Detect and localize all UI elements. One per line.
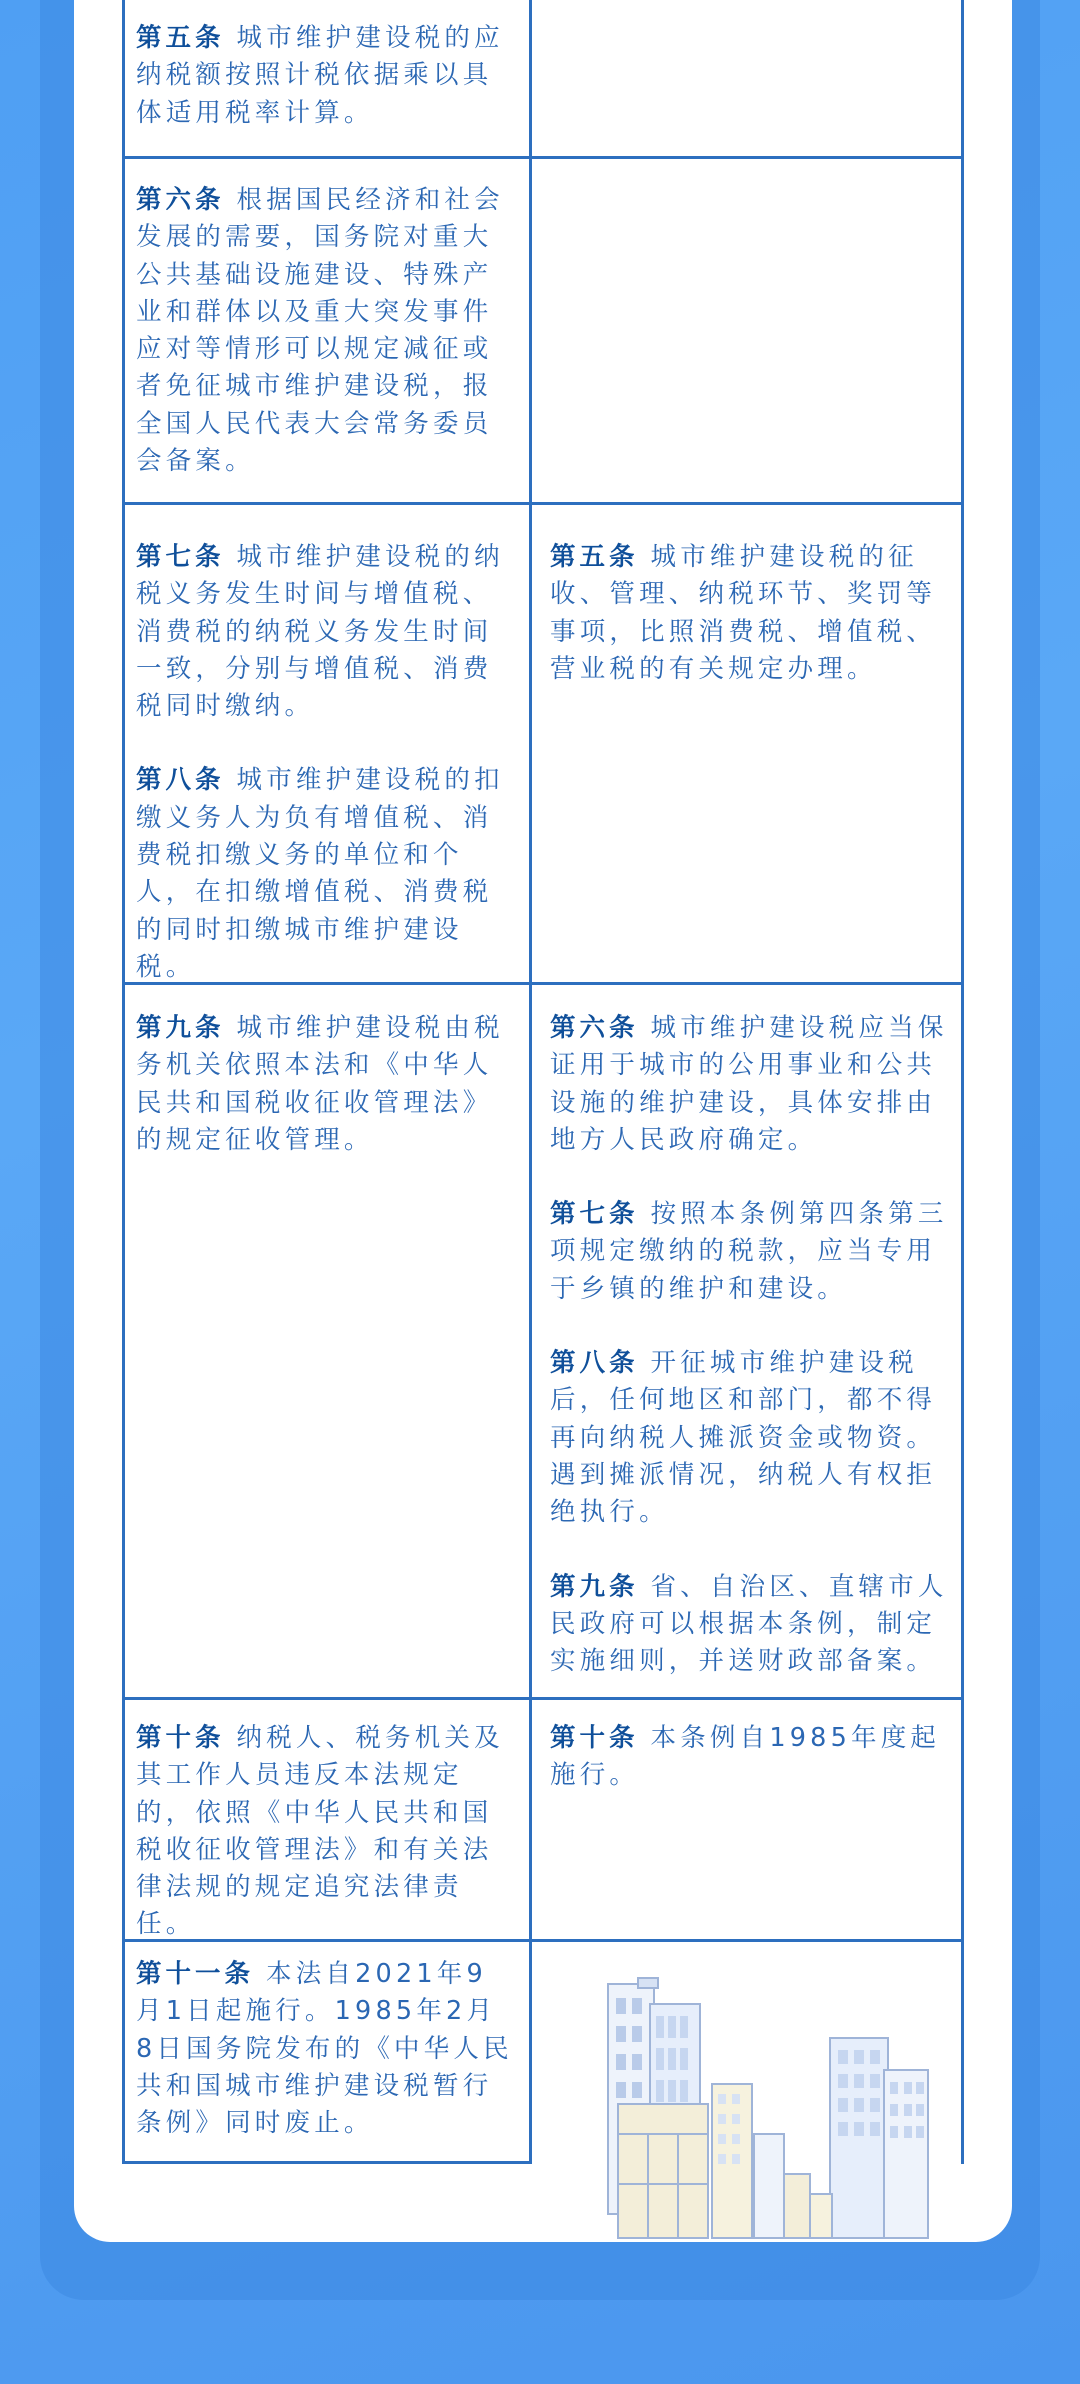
article-paragraph: [550, 539, 950, 688]
article-number: 第九条: [550, 1571, 639, 1602]
row-divider: [122, 502, 964, 505]
left-cell-3: [136, 539, 516, 986]
article-text: 本法自2021年9月1日起施行。1985年2月8日国务院发布的《中华人民共和国城市维护建设税暂行条例》同时废止。: [136, 1959, 513, 2139]
article-number: 第十一条: [136, 1959, 255, 1989]
article-number: 第五条: [136, 23, 225, 53]
article-paragraph: [136, 182, 516, 480]
row-divider: [122, 1697, 964, 1700]
article-text: 城市维护建设税的应纳税额按照计税依据乘以具体适用税率计算。: [136, 23, 504, 128]
article-text: 按照本条例第四条第三项规定缴纳的税款，应当专用于乡镇的维护和建设。: [550, 1199, 948, 1304]
article-paragraph: [550, 1720, 950, 1795]
article-text: 开征城市维护建设税后，任何地区和部门，都不得再向纳税人摊派资金或物资。遇到摊派情况，纳税人有权拒绝执行。: [550, 1348, 937, 1528]
left-cell-4: [136, 1010, 516, 1159]
building: [810, 2194, 832, 2238]
right-cell-5: [550, 1720, 950, 1795]
row-divider: [122, 2161, 532, 2164]
article-number: 第六条: [136, 185, 225, 215]
building: [618, 2104, 708, 2238]
building: [712, 2084, 752, 2238]
article-number: 第十条: [550, 1723, 639, 1753]
article-paragraph: [136, 1720, 516, 1944]
left-cell-5: [136, 1720, 516, 1944]
article-paragraph: [550, 1196, 950, 1308]
article-paragraph: [136, 20, 516, 132]
article-number: 第八条: [136, 765, 225, 796]
article-number: 第十条: [136, 1723, 225, 1753]
article-number: 第五条: [550, 542, 639, 572]
article-text: 城市维护建设税的征收、管理、纳税环节、奖罚等事项，比照消费税、增值税、营业税的有关规定办理。: [550, 542, 937, 684]
article-paragraph: [550, 1569, 950, 1681]
row-divider: [122, 156, 964, 159]
building: [884, 2070, 928, 2238]
article-paragraph: [136, 1956, 516, 2142]
article-paragraph: [136, 762, 516, 986]
article-number: 第六条: [550, 1013, 639, 1043]
article-text: 省、自治区、直辖市人民政府可以根据本条例，制定实施细则，并送财政部备案。: [550, 1571, 948, 1677]
article-paragraph: [550, 1010, 950, 1159]
right-cell-3: [550, 539, 950, 688]
left-cell-6: [136, 1956, 516, 2142]
article-text: 城市维护建设税应当保证用于城市的公用事业和公共设施的维护建设，具体安排由地方人民政府确定。: [550, 1013, 948, 1155]
left-cell-2: [136, 182, 516, 480]
article-number: 第九条: [136, 1013, 225, 1043]
article-text: 城市维护建设税的纳税义务发生时间与增值税、消费税的纳税义务发生时间一致，分别与增值税、消费税同时缴纳。: [136, 542, 504, 722]
article-text: 本条例自1985年度起施行。: [550, 1723, 941, 1791]
table-border-middle: [529, 0, 532, 2164]
article-paragraph: [136, 1010, 516, 1159]
building: [830, 2038, 888, 2238]
article-paragraph: [136, 539, 516, 725]
article-number: 第七条: [136, 542, 225, 572]
article-text: 城市维护建设税的扣缴义务人为负有增值税、消费税扣缴义务的单位和个人，在扣缴增值税、消费税的同时扣缴城市维护建设税。: [136, 765, 504, 982]
article-text: 纳税人、税务机关及其工作人员违反本法规定的，依照《中华人民共和国税收征收管理法》和有关法律法规的规定追究法律责任。: [136, 1723, 504, 1940]
building: [754, 2134, 810, 2238]
city-buildings-icon: [598, 1974, 948, 2244]
right-cell-4: [550, 1010, 950, 1680]
article-number: 第八条: [550, 1348, 639, 1379]
article-text: 根据国民经济和社会发展的需要，国务院对重大公共基础设施建设、特殊产业和群体以及重大突发事件应对等情形可以规定减征或者免征城市维护建设税，报全国人民代表大会常务委员会备案。: [136, 185, 504, 477]
article-text: 城市维护建设税由税务机关依照本法和《中华人民共和国税收征收管理法》的规定征收管理。: [136, 1013, 504, 1155]
table-border-left: [122, 0, 125, 2164]
left-cell-1: [136, 20, 516, 132]
article-number: 第七条: [550, 1199, 639, 1230]
article-paragraph: [550, 1345, 950, 1531]
table-border-right: [961, 0, 964, 2164]
